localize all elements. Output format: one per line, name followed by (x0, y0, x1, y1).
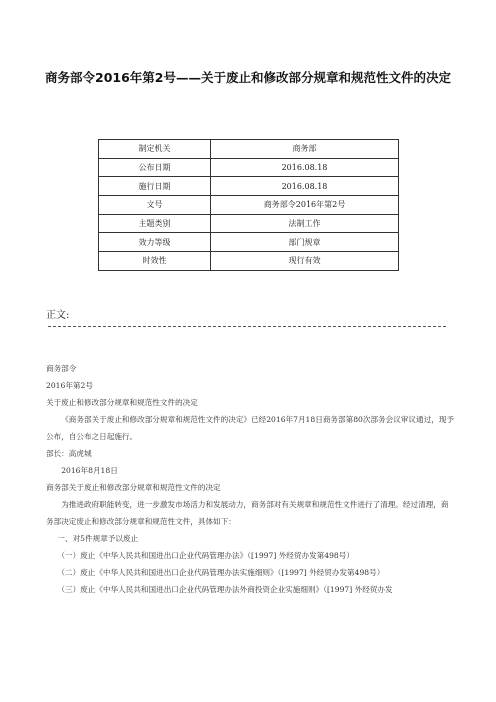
date-line: 2016年8月18日 (61, 466, 118, 475)
dashed-divider (48, 326, 446, 327)
table-row (99, 196, 399, 215)
list-item: （二）废止《中华人民共和国进出口企业代码管理办法实施细则》（[1997] 外经贸办发第498号） (57, 568, 385, 577)
meta-key: 效力等级 (99, 233, 211, 252)
table-row (99, 140, 399, 159)
document-body (46, 360, 454, 598)
list-item: （三）废止《中华人民共和国进出口企业代码管理办法外商投资企业实施细则》（[1997] 外经贸办发 (57, 585, 393, 594)
table-row (99, 177, 399, 196)
paragraph: 《商务部关于废止和修改部分规章和规范性文件的决定》已经2016年7月18日商务部第80次部务会议审议通过，现予公布，自公布之日起施行。 (46, 415, 454, 441)
meta-key: 文号 (99, 196, 211, 215)
order-number: 2016年第2号 (46, 381, 93, 390)
table-row (99, 158, 399, 177)
decision-title: 关于废止和修改部分规章和规范性文件的决定 (46, 398, 198, 407)
meta-key: 施行日期 (99, 177, 211, 196)
meta-value: 2016.08.18 (211, 158, 399, 177)
meta-key: 公布日期 (99, 158, 211, 177)
decision-heading: 商务部关于废止和修改部分规章和规范性文件的决定 (46, 483, 221, 492)
meta-value: 2016.08.18 (211, 177, 399, 196)
meta-value: 法制工作 (211, 214, 399, 233)
table-row (99, 252, 399, 271)
order-name: 商务部令 (46, 364, 77, 373)
meta-key: 时效性 (99, 252, 211, 271)
paragraph: 为推进政府职能转变，进一步激发市场活力和发展动力，商务部对有关规章和规范性文件进行了清理。经过清理，商务部决定废止和修改部分规章和规范性文件，具体如下： (46, 500, 449, 526)
body-heading: 正文: (46, 310, 70, 321)
minister-signature: 部长：高虎城 (46, 449, 92, 458)
document-title: 商务部令2016年第2号——关于废止和修改部分规章和规范性文件的决定 (45, 70, 451, 85)
list-item: （一）废止《中华人民共和国进出口企业代码管理办法》（[1997] 外经贸办发第498号） (57, 551, 354, 560)
meta-value: 商务部令2016年第2号 (211, 196, 399, 215)
meta-key: 主题类别 (99, 214, 211, 233)
metadata-table (98, 139, 399, 271)
meta-value: 部门规章 (211, 233, 399, 252)
table-row (99, 233, 399, 252)
table-row (99, 214, 399, 233)
meta-value: 商务部 (211, 140, 399, 159)
meta-key: 制定机关 (99, 140, 211, 159)
meta-value: 现行有效 (211, 252, 399, 271)
section-heading: 一、对5件规章予以废止 (57, 534, 139, 543)
